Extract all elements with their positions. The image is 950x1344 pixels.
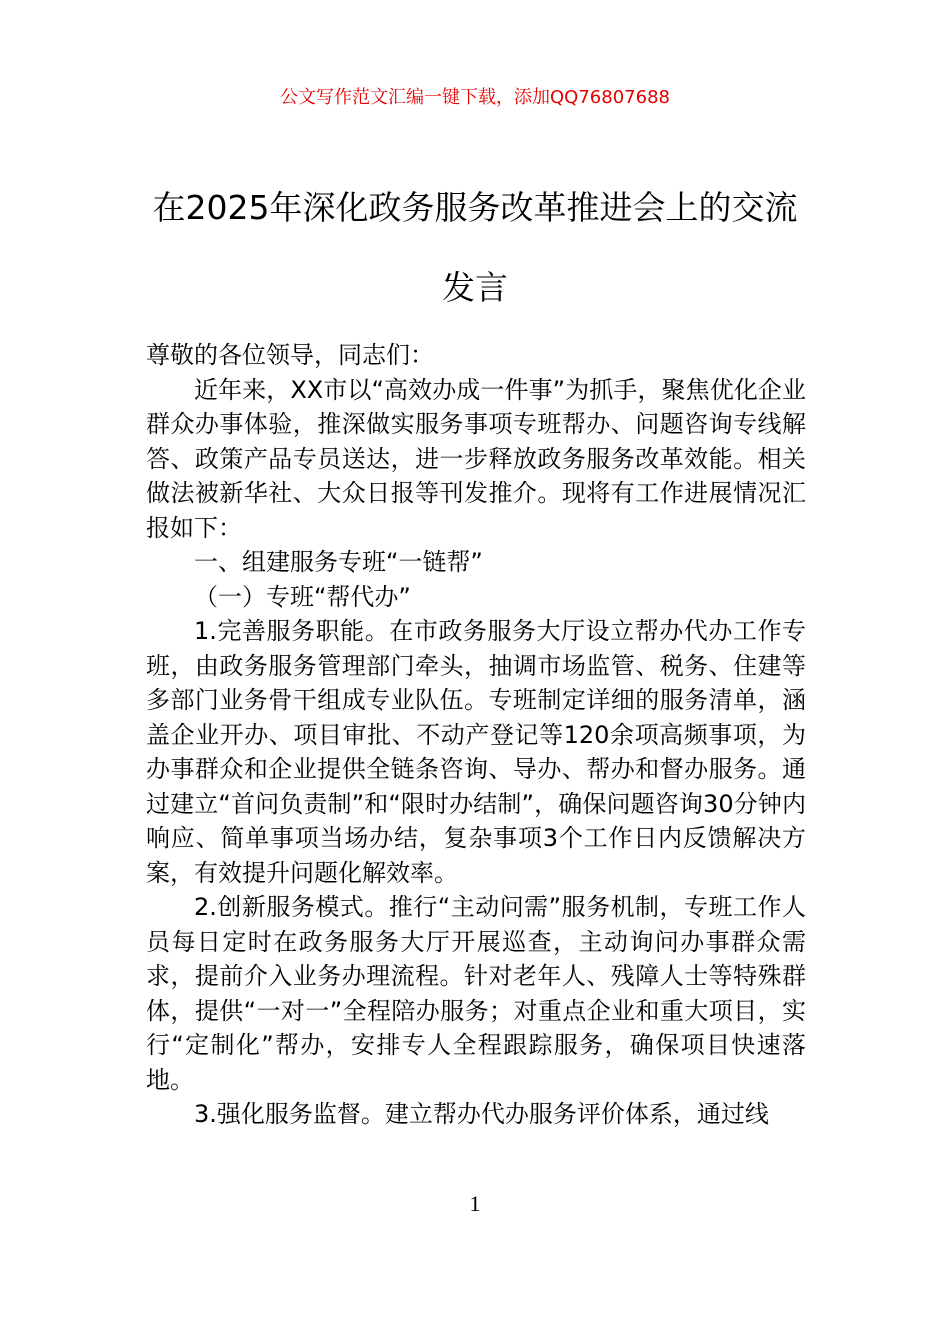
intro-paragraph: 近年来，XX市以“高效办成一件事”为抓手，聚焦优化企业群众办事体验，推深做实服务事项专班帮办、问题咨询专线解答、政策产品专员送达，进一步释放政务服务改革效能。相关做法被新华社、大众日报等刊发推介。现将有工作进展情况汇报如下： bbox=[146, 375, 806, 542]
section-heading-1: 一、组建服务专班“一链帮” bbox=[194, 548, 483, 576]
subsection-heading-1: （一）专班“帮代办” bbox=[194, 582, 411, 611]
paragraph-item-1: 1.完善服务职能。在市政务服务大厅设立帮办代办工作专班，由政务服务管理部门牵头，抽调市场监管、税务、住建等多部门业务骨干组成专业队伍。专班制定详细的服务清单，涵盖企业开办、项目审批、不动产登记等120余项高频事项，为办事群众和企业提供全链条咨询、导办、帮办和督办服务。通过建立“首问负责制”和“限时办结制”，确保问题咨询30分钟内响应、简单事项当场办结，复杂事项3个工作日内反馈解决方案，有效提升问题化解效率。 bbox=[146, 617, 806, 887]
download-notice: 公文写作范文汇编一键下载，添加QQ76807688 bbox=[280, 87, 670, 108]
paragraph-item-3: 3.强化服务监督。建立帮办代办服务评价体系，通过线 bbox=[194, 1100, 769, 1128]
salutation: 尊敬的各位领导，同志们： bbox=[146, 341, 434, 369]
document-title: 在2025年深化政务服务改革推进会上的交流发言 bbox=[152, 188, 798, 307]
page-number: 1 bbox=[469, 1191, 481, 1216]
document-body bbox=[146, 338, 806, 1132]
paragraph-item-2: 2.创新服务模式。推行“主动问需”服务机制，专班工作人员每日定时在政务服务大厅开展巡查，主动询问办事群众需求，提前介入业务办理流程。针对老年人、残障人士等特殊群体，提供“一对一”全程陪办服务；对重点企业和重大项目，实行“定制化”帮办，安排专人全程跟踪服务，确保项目快速落地。 bbox=[146, 893, 806, 1094]
